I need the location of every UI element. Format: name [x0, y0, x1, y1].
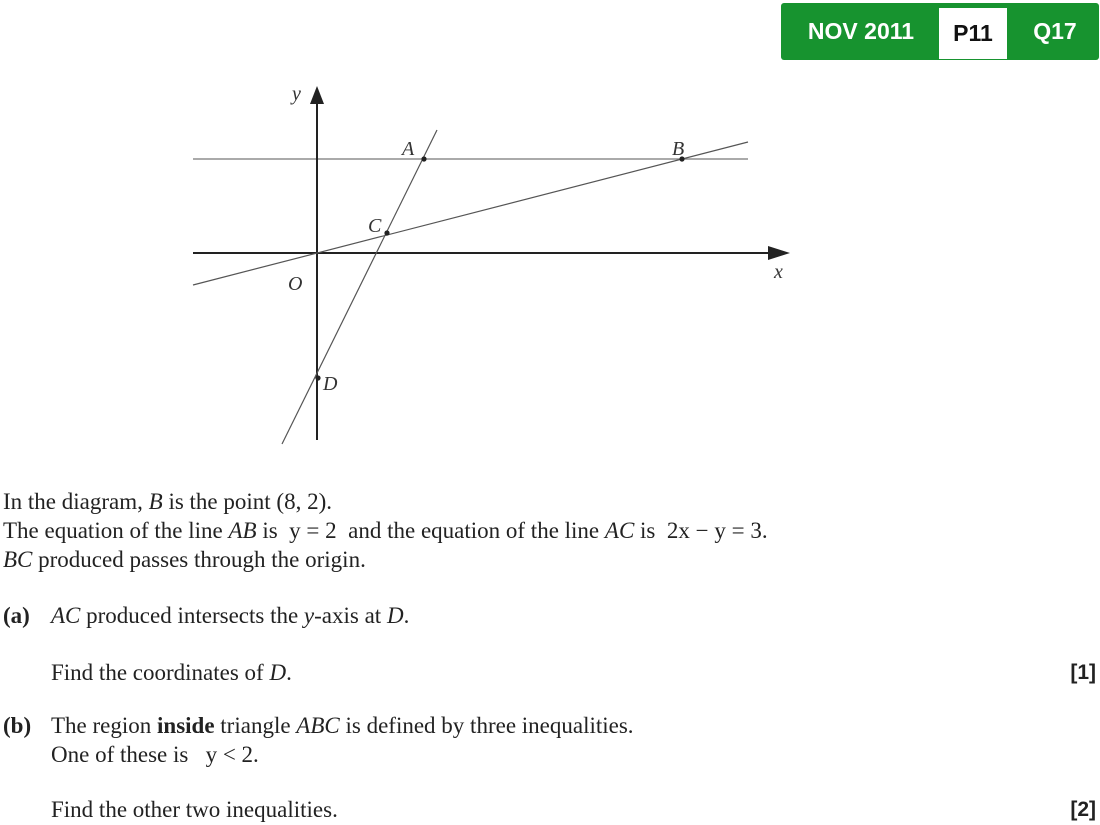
label-c: C	[368, 215, 382, 237]
line-name: AB	[228, 518, 257, 543]
y-axis-arrow	[310, 86, 324, 104]
intro-text-fragment: produced passes through the origin.	[32, 547, 366, 572]
intro-text-fragment: In the diagram,	[3, 489, 149, 514]
part-b-marks: [2]	[1070, 798, 1096, 821]
intro-text-fragment: The equation of the line	[3, 518, 229, 543]
point-d	[315, 375, 320, 380]
point-name: B	[148, 489, 163, 514]
line-name: AC	[51, 603, 81, 628]
intro-line-2	[3, 516, 768, 545]
x-axis-arrow	[768, 246, 790, 260]
part-text-fragment: The region	[51, 713, 158, 738]
part-b-label: (b)	[3, 713, 32, 738]
point-name: D	[269, 660, 287, 685]
line-name: AC	[604, 518, 635, 543]
point-c	[384, 230, 389, 235]
y-axis-label: y	[292, 83, 301, 105]
part-text-fragment: .	[403, 603, 410, 628]
intro-text	[3, 487, 768, 574]
part-text-fragment: -axis at	[314, 603, 387, 628]
label-d: D	[323, 373, 338, 395]
line-name: BC	[3, 547, 33, 572]
x-axis-label: x	[774, 261, 783, 283]
part-text-fragment: Find the coordinates of	[51, 660, 270, 685]
part-b-instruction: Find the other two inequalities.	[51, 797, 338, 822]
line-ob	[193, 142, 748, 285]
intro-line-3	[3, 545, 768, 574]
equation-ac: 2x − y = 3.	[666, 518, 768, 543]
part-text-fragment: is defined by three inequalities.	[339, 713, 634, 738]
intro-text-fragment: is the point (8, 2).	[162, 489, 332, 514]
part-b-line-1	[51, 711, 634, 740]
line-ac	[282, 130, 437, 444]
origin-label: O	[288, 273, 303, 295]
emphasis-word: inside	[157, 713, 215, 738]
given-inequality: y < 2.	[205, 742, 259, 767]
coordinate-diagram	[0, 70, 820, 450]
question-number: Q17	[1033, 18, 1077, 44]
part-b-statement	[51, 711, 634, 769]
exam-date: NOV 2011	[807, 18, 915, 44]
point-a	[421, 156, 426, 161]
intro-text-fragment: and the equation of the line	[342, 518, 605, 543]
part-a-statement	[51, 601, 409, 630]
intro-line-1	[3, 487, 768, 516]
paper-code: P11	[939, 8, 1007, 59]
triangle-name: ABC	[296, 713, 340, 738]
part-text-fragment: produced intersects the	[80, 603, 304, 628]
question-badge	[781, 3, 1099, 60]
intro-text-fragment: is	[634, 518, 662, 543]
axis-name: y	[303, 603, 315, 628]
intro-text-fragment: is	[256, 518, 284, 543]
equation-ab: y = 2	[289, 518, 337, 543]
part-a-marks: [1]	[1070, 661, 1096, 684]
label-b: B	[672, 138, 685, 160]
part-text-fragment: triangle	[214, 713, 297, 738]
label-a: A	[402, 138, 415, 160]
part-a-label: (a)	[3, 603, 30, 628]
part-text-fragment: .	[286, 660, 292, 685]
part-a-instruction	[51, 658, 292, 687]
part-text-fragment: One of these is	[51, 742, 195, 767]
point-name: D	[386, 603, 404, 628]
part-b-line-2	[51, 740, 634, 769]
